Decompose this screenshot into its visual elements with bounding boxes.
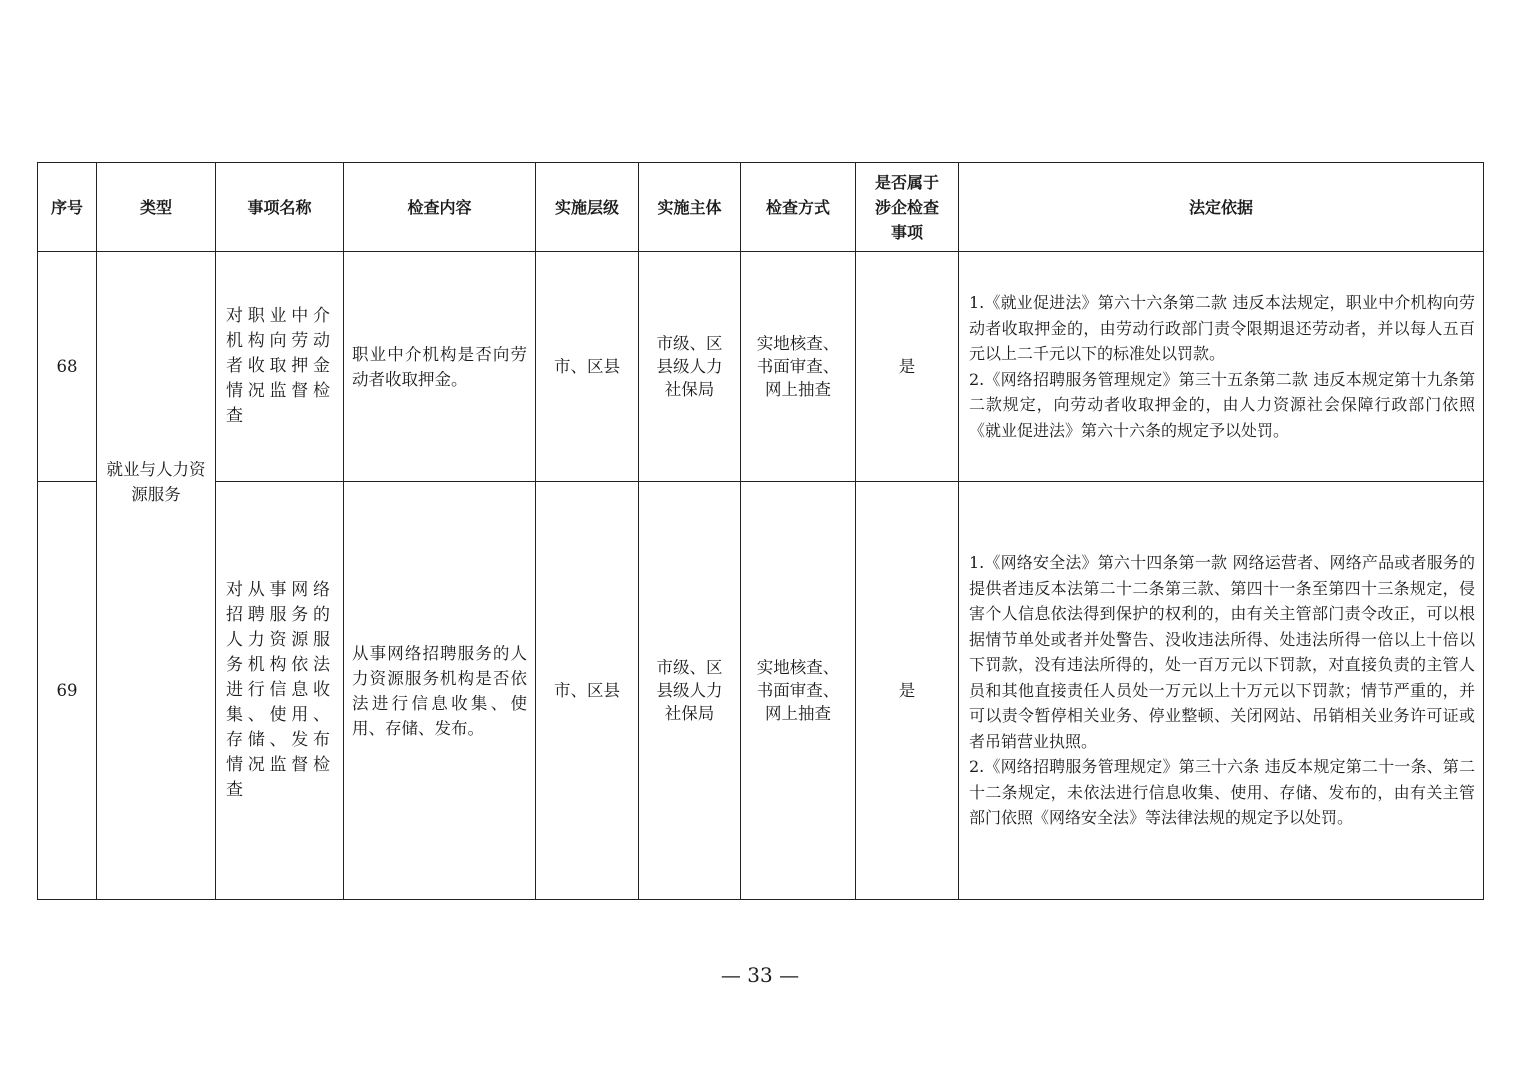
row-item-name xyxy=(216,252,344,482)
row-subject xyxy=(639,252,741,482)
regulation-table xyxy=(37,162,1484,900)
header-type: 类型 xyxy=(97,163,216,252)
row-content xyxy=(344,252,536,482)
basis-clause: 1.《网络安全法》第六十四条第一款 网络运营者、网络产品或者服务的提供者违反本法第二十二条第三款、第四十一条至第四十三条规定，侵害个人信息依法得到保护的权利的，由有关主管部门责令改正，可以根据情节单处或者并处警告、没收违法所得、处违法所得一倍以上十倍以下罚款，没有违法所得的，处一百万元以下罚款，对直接负责的主管人员和其他直接责任人员处一万元以上十万元以下罚款；情节严重的，并可以责令暂停相关业务、停业整顿、关闭网站、吊销相关业务许可证或者吊销营业执照。 xyxy=(969,553,1475,751)
row-subject-text: 市级、区县级人力社保局 xyxy=(656,334,723,399)
row-content-text: 职业中介机构是否向劳动者收取押金。 xyxy=(352,344,527,389)
row-seq: 69 xyxy=(38,482,97,900)
row-seq: 68 xyxy=(38,252,97,482)
row-item-name-text: 对从事网络招聘服务的人力资源服务机构依法进行信息收集、使用、存储、发布情况监督检查 xyxy=(226,580,333,800)
header-method: 检查方式 xyxy=(741,163,856,252)
basis-clause: 1.《就业促进法》第六十六条第二款 违反本法规定，职业中介机构向劳动者收取押金的，由劳动行政部门责令限期退还劳动者，并以每人五百元以上二千元以下的标准处以罚款。 xyxy=(969,293,1475,363)
header-level: 实施层级 xyxy=(536,163,639,252)
row-basis-text xyxy=(959,290,1483,443)
header-subject: 实施主体 xyxy=(639,163,741,252)
row-subject xyxy=(639,482,741,900)
row-content-text: 从事网络招聘服务的人力资源服务机构是否依法进行信息收集、使用、存储、发布。 xyxy=(352,643,527,738)
row-subject-text: 市级、区县级人力社保局 xyxy=(656,658,723,723)
table-row xyxy=(38,482,1484,900)
row-item-name-text: 对职业中介机构向劳动者收取押金情况监督检查 xyxy=(226,306,333,426)
basis-clause: 2.《网络招聘服务管理规定》第三十六条 违反本规定第二十一条、第二十二条规定，未依法进行信息收集、使用、存储、发布的，由有关主管部门依照《网络安全法》等法律法规的规定予以处罚。 xyxy=(969,757,1475,828)
row-method xyxy=(741,482,856,900)
header-item-name: 事项名称 xyxy=(216,163,344,252)
row-item-name xyxy=(216,482,344,900)
header-is-enterprise-text: 是否属于涉企检查事项 xyxy=(874,172,939,242)
row-basis xyxy=(959,252,1484,482)
row-is-enterprise: 是 xyxy=(856,482,959,900)
row-content xyxy=(344,482,536,900)
row-level: 市、区县 xyxy=(536,482,639,900)
row-type-text: 就业与人力资源服务 xyxy=(106,459,206,504)
row-basis-text xyxy=(959,550,1483,831)
row-method-text: 实地核查、书面审查、网上抽查 xyxy=(756,334,840,399)
row-method xyxy=(741,252,856,482)
row-basis xyxy=(959,482,1484,900)
row-level: 市、区县 xyxy=(536,252,639,482)
row-is-enterprise: 是 xyxy=(856,252,959,482)
table-row xyxy=(38,252,1484,482)
header-row xyxy=(38,163,1484,252)
header-is-enterprise xyxy=(856,163,959,252)
row-method-text: 实地核查、书面审查、网上抽查 xyxy=(756,658,840,723)
basis-clause: 2.《网络招聘服务管理规定》第三十五条第二款 违反本规定第十九条第二款规定，向劳动者收取押金的，由人力资源社会保障行政部门依照《就业促进法》第六十六条的规定予以处罚。 xyxy=(969,369,1475,440)
header-content: 检查内容 xyxy=(344,163,536,252)
row-type xyxy=(97,252,216,900)
header-basis: 法定依据 xyxy=(959,163,1484,252)
header-seq: 序号 xyxy=(38,163,97,252)
page-number: — 33 — xyxy=(720,963,800,987)
